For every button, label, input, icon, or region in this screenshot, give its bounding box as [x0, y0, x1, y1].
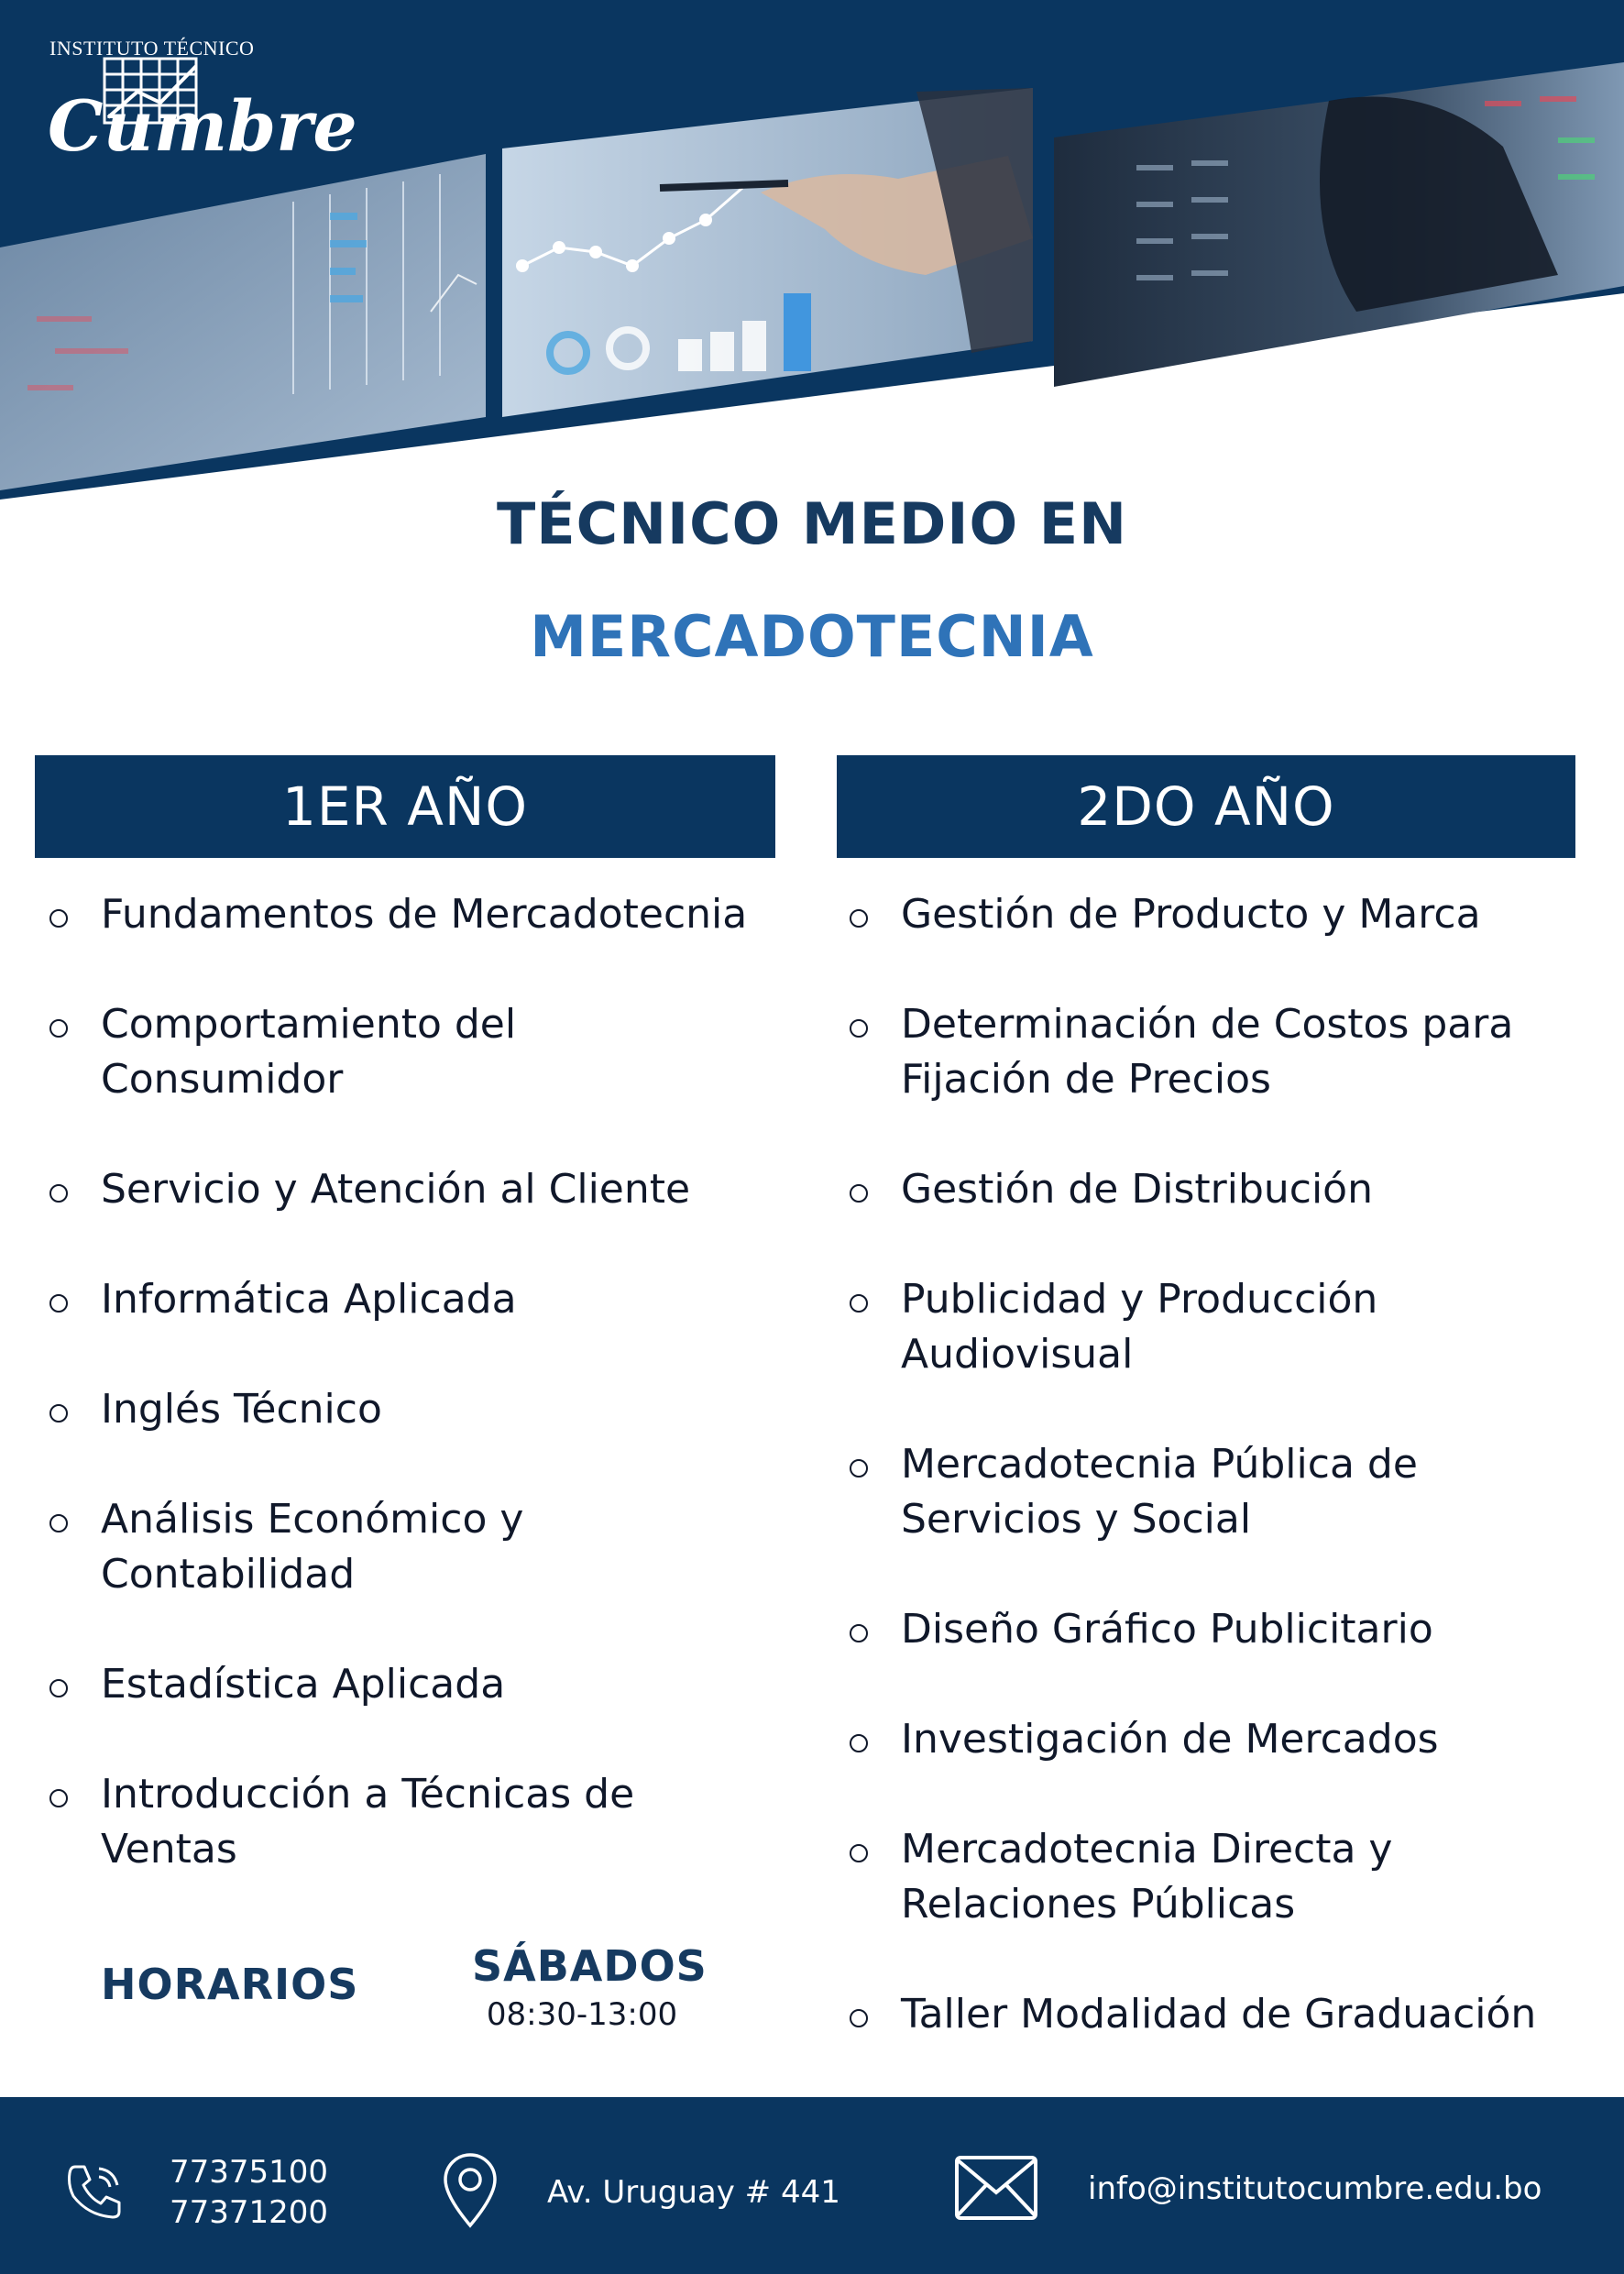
subject-line: Análisis Económico y: [101, 1496, 524, 1543]
subject-line: Determinación de Costos para: [901, 1001, 1514, 1048]
subject-line: Mercadotecnia Directa y: [901, 1826, 1393, 1873]
subject-line: Investigación de Mercados: [901, 1716, 1439, 1763]
subject-line: Mercadotecnia Pública de: [901, 1441, 1418, 1488]
email-link[interactable]: info@institutocumbre.edu.bo: [1088, 2170, 1542, 2207]
subject-line: Servicio y Atención al Cliente: [101, 1166, 691, 1213]
subject-line: Audiovisual: [901, 1331, 1134, 1378]
subject-item: [37, 887, 770, 942]
logo-name: Cumbre: [48, 85, 357, 167]
subject-item: [837, 1712, 1588, 1767]
subject-line: Informática Aplicada: [101, 1276, 517, 1323]
subject-item: [37, 1382, 770, 1437]
subject-item: [837, 887, 1588, 942]
subject-item: [837, 1602, 1588, 1657]
contact-footer: [0, 2097, 1624, 2274]
subject-line: Contabilidad: [101, 1551, 356, 1598]
subject-item: [837, 1162, 1588, 1217]
subject-line: Gestión de Distribución: [901, 1166, 1373, 1213]
subject-line: Servicios y Social: [901, 1496, 1252, 1543]
year1-heading: 1ER AÑO: [35, 755, 775, 858]
subject-line: Inglés Técnico: [101, 1386, 382, 1433]
subject-line: Taller Modalidad de Graduación: [901, 1991, 1537, 2038]
subject-item: [837, 1822, 1588, 1932]
subject-item: [37, 1272, 770, 1327]
subject-item: [37, 1162, 770, 1217]
subject-line: Comportamiento del: [101, 1001, 517, 1048]
subject-line: Ventas: [101, 1826, 237, 1873]
subject-line: Relaciones Públicas: [901, 1881, 1296, 1928]
subject-item: [37, 997, 770, 1107]
subject-line: Fijación de Precios: [901, 1056, 1271, 1103]
subject-line: Diseño Gráfico Publicitario: [901, 1606, 1433, 1653]
subject-item: [37, 1492, 770, 1602]
subject-line: Estadística Aplicada: [101, 1661, 506, 1708]
subject-line: Consumidor: [101, 1056, 344, 1103]
logo-institute-text: INSTITUTO TÉCNICO: [49, 37, 255, 60]
schedule-label: HORARIOS: [101, 1960, 359, 2009]
subject-line: Fundamentos de Mercadotecnia: [101, 891, 748, 938]
subject-line: Publicidad y Producción: [901, 1276, 1378, 1323]
phone-icon: [62, 2159, 126, 2224]
subject-item: [37, 1657, 770, 1712]
phone-number-1[interactable]: 77375100: [170, 2154, 329, 2191]
year2-heading: 2DO AÑO: [837, 755, 1575, 858]
year1-subject-list: [37, 887, 770, 1932]
subject-line: Gestión de Producto y Marca: [901, 891, 1481, 938]
year2-subject-list: [837, 887, 1588, 2097]
program-title-line1: TÉCNICO MEDIO EN: [496, 490, 1127, 557]
subject-item: [837, 1272, 1588, 1382]
subject-line: Introducción a Técnicas de: [101, 1771, 635, 1818]
address-text: Av. Uruguay # 441: [547, 2174, 840, 2211]
program-title-line2: MERCADOTECNIA: [530, 603, 1094, 670]
subject-item: [837, 997, 1588, 1107]
schedule-time: 08:30-13:00: [486, 1996, 678, 2033]
subject-item: [837, 1987, 1588, 2042]
subject-item: [837, 1437, 1588, 1547]
header-banner: [0, 0, 1624, 513]
schedule-day: SÁBADOS: [472, 1941, 708, 1991]
mail-icon: [953, 2154, 1039, 2222]
phone-number-2[interactable]: 77371200: [170, 2194, 329, 2231]
location-pin-icon: [438, 2150, 502, 2229]
subject-item: [37, 1767, 770, 1877]
